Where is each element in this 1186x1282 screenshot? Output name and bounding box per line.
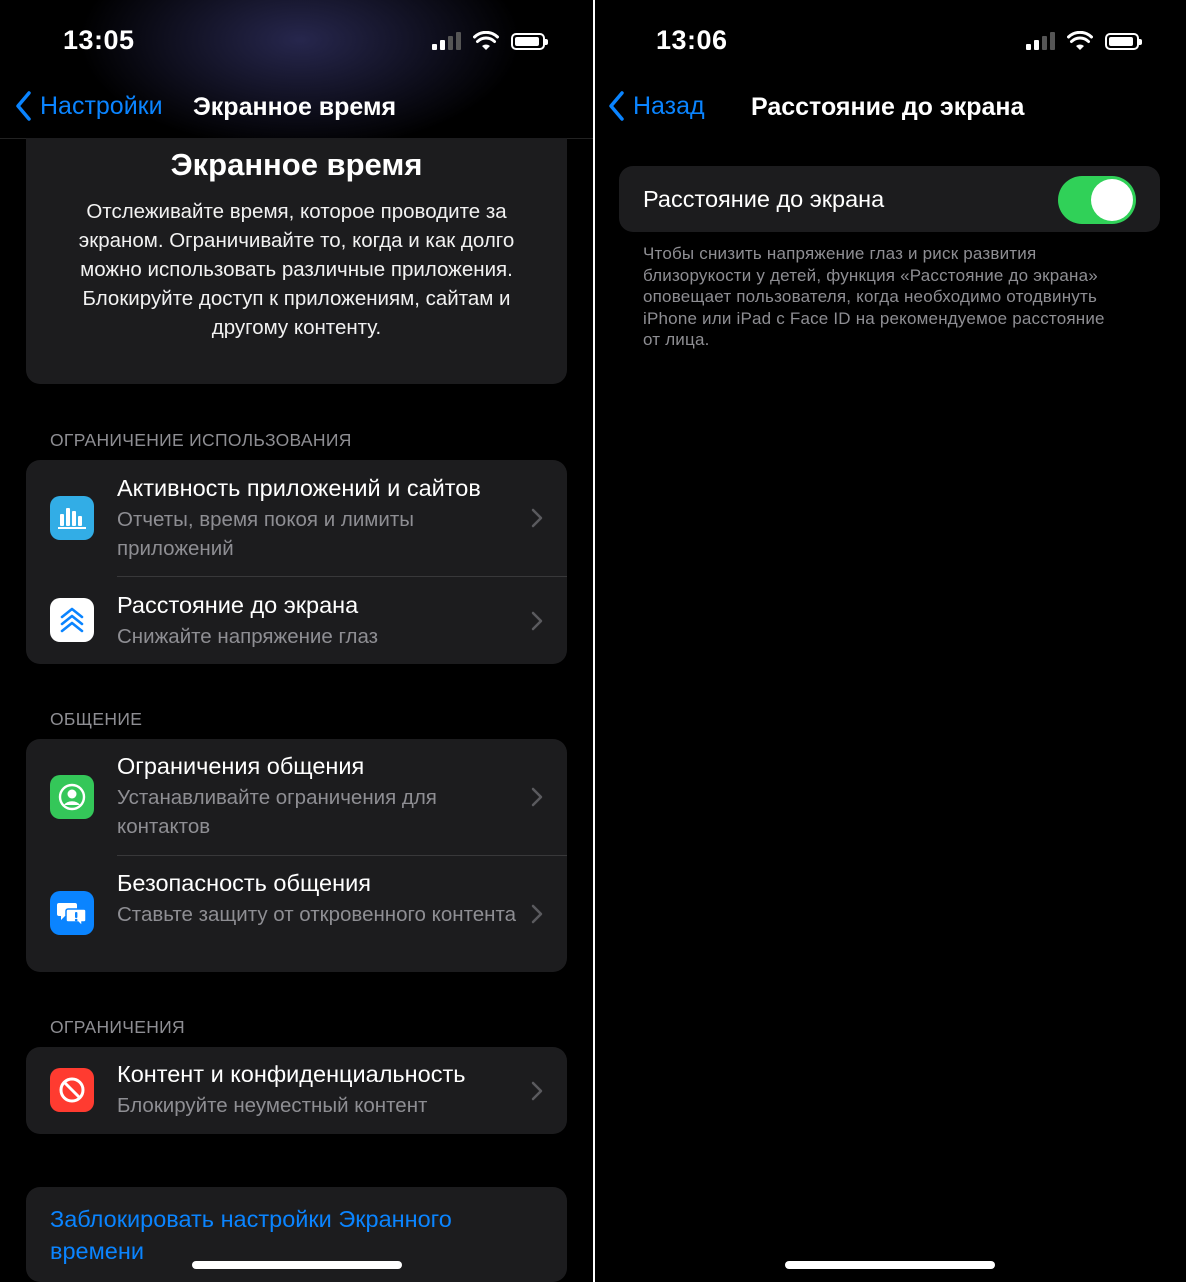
- screen-distance-toggle-row: [619, 166, 1160, 232]
- cellular-signal-icon: [432, 32, 461, 50]
- row-subtitle: Ставьте защиту от откровенного контента: [117, 903, 517, 926]
- row-title: Активность приложений и сайтов: [117, 475, 481, 501]
- footnote-text: Чтобы снизить напряжение глаз и риск развития близорукости у детей, функция «Расстояние до экрана» оповещает пользователя, когда необходимо отодвинуть iPhone или iPad с Face ID на рекомендуемое расстояние от лица.: [643, 244, 1105, 349]
- row-subtitle: Блокируйте неуместный контент: [117, 1094, 428, 1117]
- chevron-right-icon: [531, 904, 543, 924]
- status-time: 13:05: [63, 25, 135, 55]
- contact-circle-icon: [50, 775, 94, 819]
- chevron-right-icon: [531, 611, 543, 631]
- intro-card: [26, 138, 567, 384]
- row-app-activity[interactable]: [26, 460, 567, 576]
- bar-chart-icon: [50, 496, 94, 540]
- usage-group: [26, 460, 567, 664]
- row-title: Безопасность общения: [117, 870, 371, 896]
- section-header-usage: ОГРАНИЧЕНИЕ ИСПОЛЬЗОВАНИЯ: [50, 430, 352, 450]
- navigation-bar: [595, 80, 1186, 132]
- row-subtitle: Устанавливайте ограничения для контактов: [117, 786, 437, 838]
- intro-description: Отслеживайте время, которое проводите за экраном. Ограничивайте то, когда и как долго можно использовать различные приложения. Блокируйте доступ к приложениям, сайтам и другому контенту.: [78, 200, 515, 339]
- switch-knob: [1091, 179, 1133, 221]
- screen-distance-switch[interactable]: [1058, 176, 1136, 224]
- row-title: Контент и конфиденциальность: [117, 1061, 466, 1087]
- prohibited-icon: [50, 1068, 94, 1112]
- row-screen-distance[interactable]: [26, 577, 567, 664]
- wifi-icon: [473, 31, 499, 51]
- chevron-right-icon: [531, 1081, 543, 1101]
- row-title: Расстояние до экрана: [117, 592, 359, 618]
- row-communication-limits[interactable]: [26, 739, 567, 855]
- screen-distance-screen: [595, 0, 1186, 1282]
- back-button[interactable]: [14, 90, 163, 122]
- row-communication-safety[interactable]: [26, 856, 567, 972]
- back-label: Назад: [633, 91, 705, 120]
- restrictions-group: [26, 1047, 567, 1134]
- lock-screen-time-link[interactable]: Заблокировать настройки Экранного времени: [50, 1206, 452, 1264]
- intro-title: Экранное время: [170, 147, 423, 182]
- battery-icon: [1105, 33, 1139, 50]
- back-button[interactable]: [607, 90, 705, 122]
- battery-icon: [511, 33, 545, 50]
- status-icons: [1026, 30, 1139, 52]
- chevron-left-icon: [14, 90, 34, 122]
- chevrons-up-icon: [50, 598, 94, 642]
- chevron-left-icon: [607, 90, 627, 122]
- chevron-right-icon: [531, 508, 543, 528]
- wifi-icon: [1067, 31, 1093, 51]
- communication-group: [26, 739, 567, 972]
- home-indicator[interactable]: [785, 1261, 995, 1269]
- page-title: Экранное время: [193, 93, 397, 121]
- chevron-right-icon: [531, 787, 543, 807]
- row-subtitle: Отчеты, время покоя и лимиты приложений: [117, 508, 414, 560]
- row-content-privacy[interactable]: [26, 1047, 567, 1134]
- toggle-label: Расстояние до экрана: [643, 186, 885, 212]
- row-subtitle: Снижайте напряжение глаз: [117, 625, 379, 648]
- status-icons: [432, 30, 545, 52]
- message-warning-icon: [50, 891, 94, 935]
- page-title: Расстояние до экрана: [751, 93, 1025, 121]
- home-indicator[interactable]: [192, 1261, 402, 1269]
- section-header-communication: ОБЩЕНИЕ: [50, 709, 143, 729]
- row-title: Ограничения общения: [117, 753, 365, 779]
- navigation-bar: [0, 80, 593, 132]
- cellular-signal-icon: [1026, 32, 1055, 50]
- status-time: 13:06: [656, 25, 728, 55]
- section-header-restrictions: ОГРАНИЧЕНИЯ: [50, 1017, 185, 1037]
- back-label: Настройки: [40, 91, 163, 120]
